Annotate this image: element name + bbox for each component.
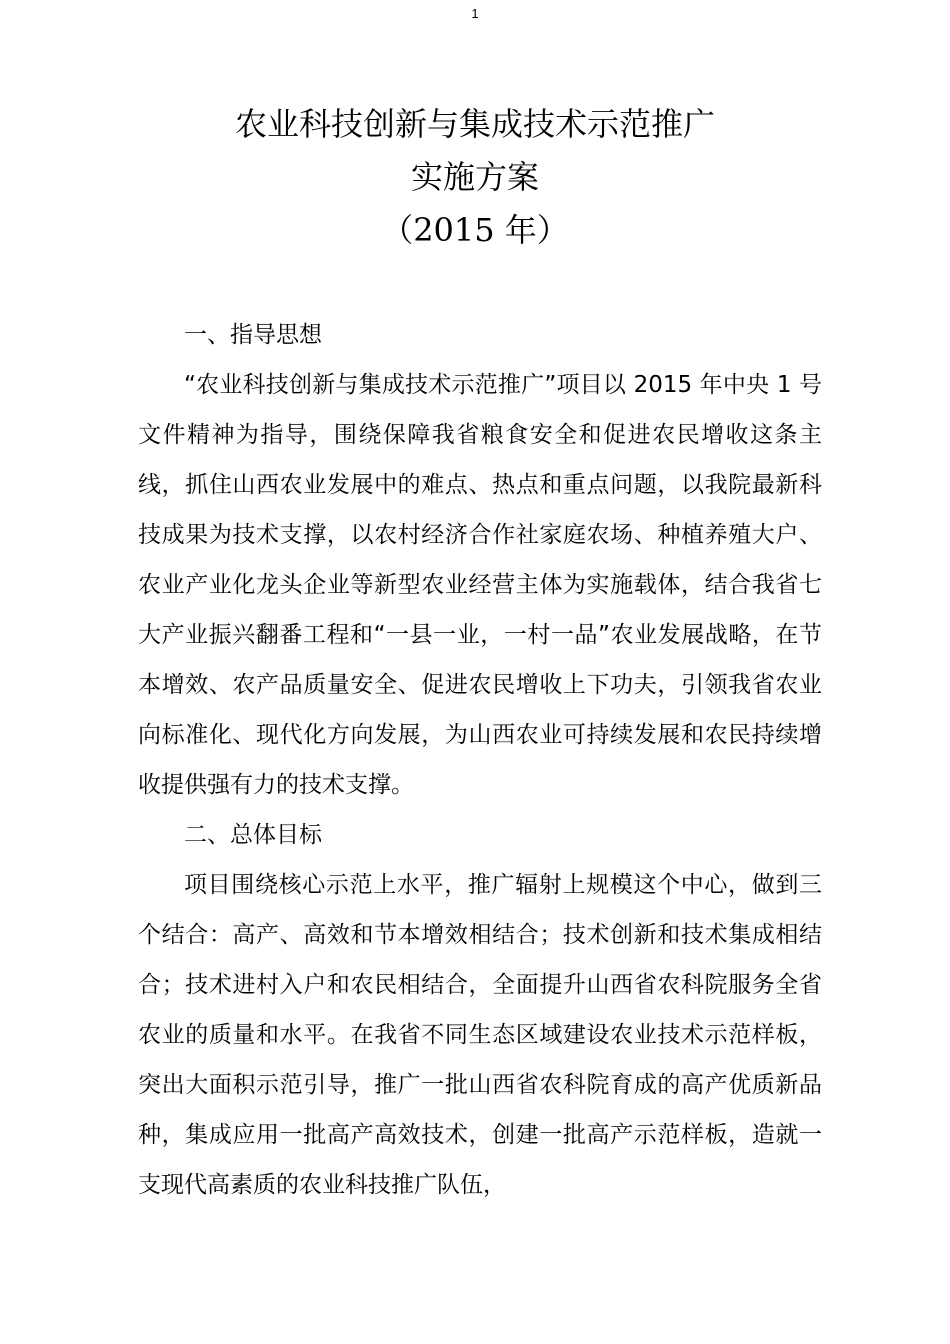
title-line-3: （2015 年） xyxy=(381,211,569,249)
title-line-2: 实施方案 xyxy=(410,158,539,196)
title-line-1: 农业科技创新与集成技术示范推广 xyxy=(234,105,715,143)
section-heading-guiding-ideology: 一、指导思想 xyxy=(184,322,322,348)
section-heading-overall-goals: 二、总体目标 xyxy=(184,822,322,848)
paragraph-guiding-ideology: “农业科技创新与集成技术示范推广”项目以 2015 年中央 1 号文件精神为指导，围绕保障我省粮食安全和促进农民增收这条主线，抓住山西农业发展中的难点、热点和重点问题，以我院最新科技成果为技术支撑，以农村经济合作社家庭农场、种植养殖大户、农业产业化龙头企业等新型农业经营主体为实施载体，结合我省七大产业振兴翻番工程和“一县一业，一村一品”农业发展战略，在节本增效、农产品质量安全、促进农民增收上下功夫，引领我省农业向标准化、现代化方向发展，为山西农业可持续发展和农民持续增收提供强有力的技术支撑。 xyxy=(138,372,822,798)
paragraph-overall-goals: 项目围绕核心示范上水平，推广辐射上规模这个中心，做到三个结合：高产、高效和节本增效相结合；技术创新和技术集成相结合；技术进村入户和农民相结合，全面提升山西省农科院服务全省农业的质量和水平。在我省不同生态区域建设农业技术示范样板，突出大面积示范引导，推广一批山西省农科院育成的高产优质新品种，集成应用一批高产高效技术，创建一批高产示范样板，造就一支现代高素质的农业科技推广队伍， xyxy=(138,872,822,1198)
page-number: 1 xyxy=(471,6,479,21)
document-body xyxy=(138,310,822,1210)
document-title xyxy=(0,98,950,257)
